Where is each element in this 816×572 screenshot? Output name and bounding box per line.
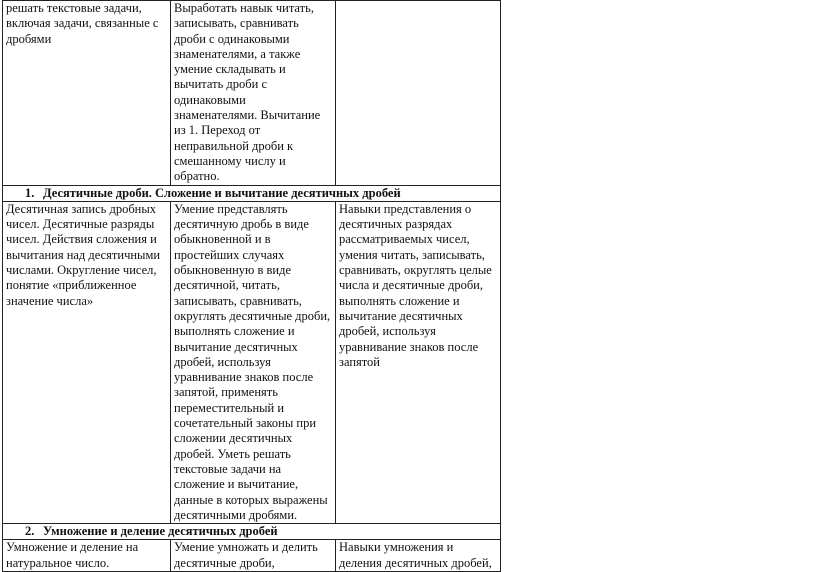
section-header-row bbox=[3, 524, 501, 540]
table-cell: Умение представлять десятичную дробь в виде обыкновенной и в простейших случаях обыкновенную в виде десятичной, читать, записывать, сравнивать, округлять десятичные дроби, выполнять сложение и вычитание десятичных дробей, используя уравнивание знаков после запятой, применять переместительный и сочетательный законы при сложении десятичных дробей. Уметь решать текстовые задачи на сложение и вычитание, данные в которых выражены десятичными дробями. bbox=[171, 201, 336, 523]
table-row bbox=[3, 1, 501, 186]
table-cell: решать текстовые задачи, включая задачи, связанные с дробями bbox=[3, 1, 171, 186]
table-cell: Навыки умножения и деления десятичных дробей, bbox=[336, 540, 501, 572]
curriculum-table bbox=[2, 0, 501, 572]
table-cell: Умение умножать и делить десятичные дроби, bbox=[171, 540, 336, 572]
table-row bbox=[3, 540, 501, 572]
section-title: Умножение и деление десятичных дробей bbox=[43, 524, 278, 539]
section-header bbox=[3, 185, 501, 201]
table-cell: Умножение и деление на натуральное число. bbox=[3, 540, 171, 572]
section-number: 1. bbox=[25, 185, 35, 200]
section-header-row bbox=[3, 185, 501, 201]
table-cell: Десятичная запись дробных чисел. Десятичные разряды чисел. Действия сложения и вычитания над десятичными числами. Округление чисел, понятие «приближенное значение числа» bbox=[3, 201, 171, 523]
table-cell bbox=[336, 1, 501, 186]
table-row bbox=[3, 201, 501, 523]
section-title: Десятичные дроби. Сложение и вычитание десятичных дробей bbox=[43, 185, 401, 200]
section-header bbox=[3, 524, 501, 540]
table-cell: Выработать навык читать, записывать, сравнивать дроби с одинаковыми знаменателями, а также умение складывать и вычитать дроби с одинаковыми знаменателями. Вычитание из 1. Переход от неправильной дроби к смешанному числу и обратно. bbox=[171, 1, 336, 186]
section-number: 2. bbox=[25, 524, 35, 539]
table-cell: Навыки представления о десятичных разрядах рассматриваемых чисел, умения читать, записывать, сравнивать, округлять целые числа и десятичные дроби, выполнять сложение и вычитание десятичных дробей, используя уравнивание знаков после запятой bbox=[336, 201, 501, 523]
